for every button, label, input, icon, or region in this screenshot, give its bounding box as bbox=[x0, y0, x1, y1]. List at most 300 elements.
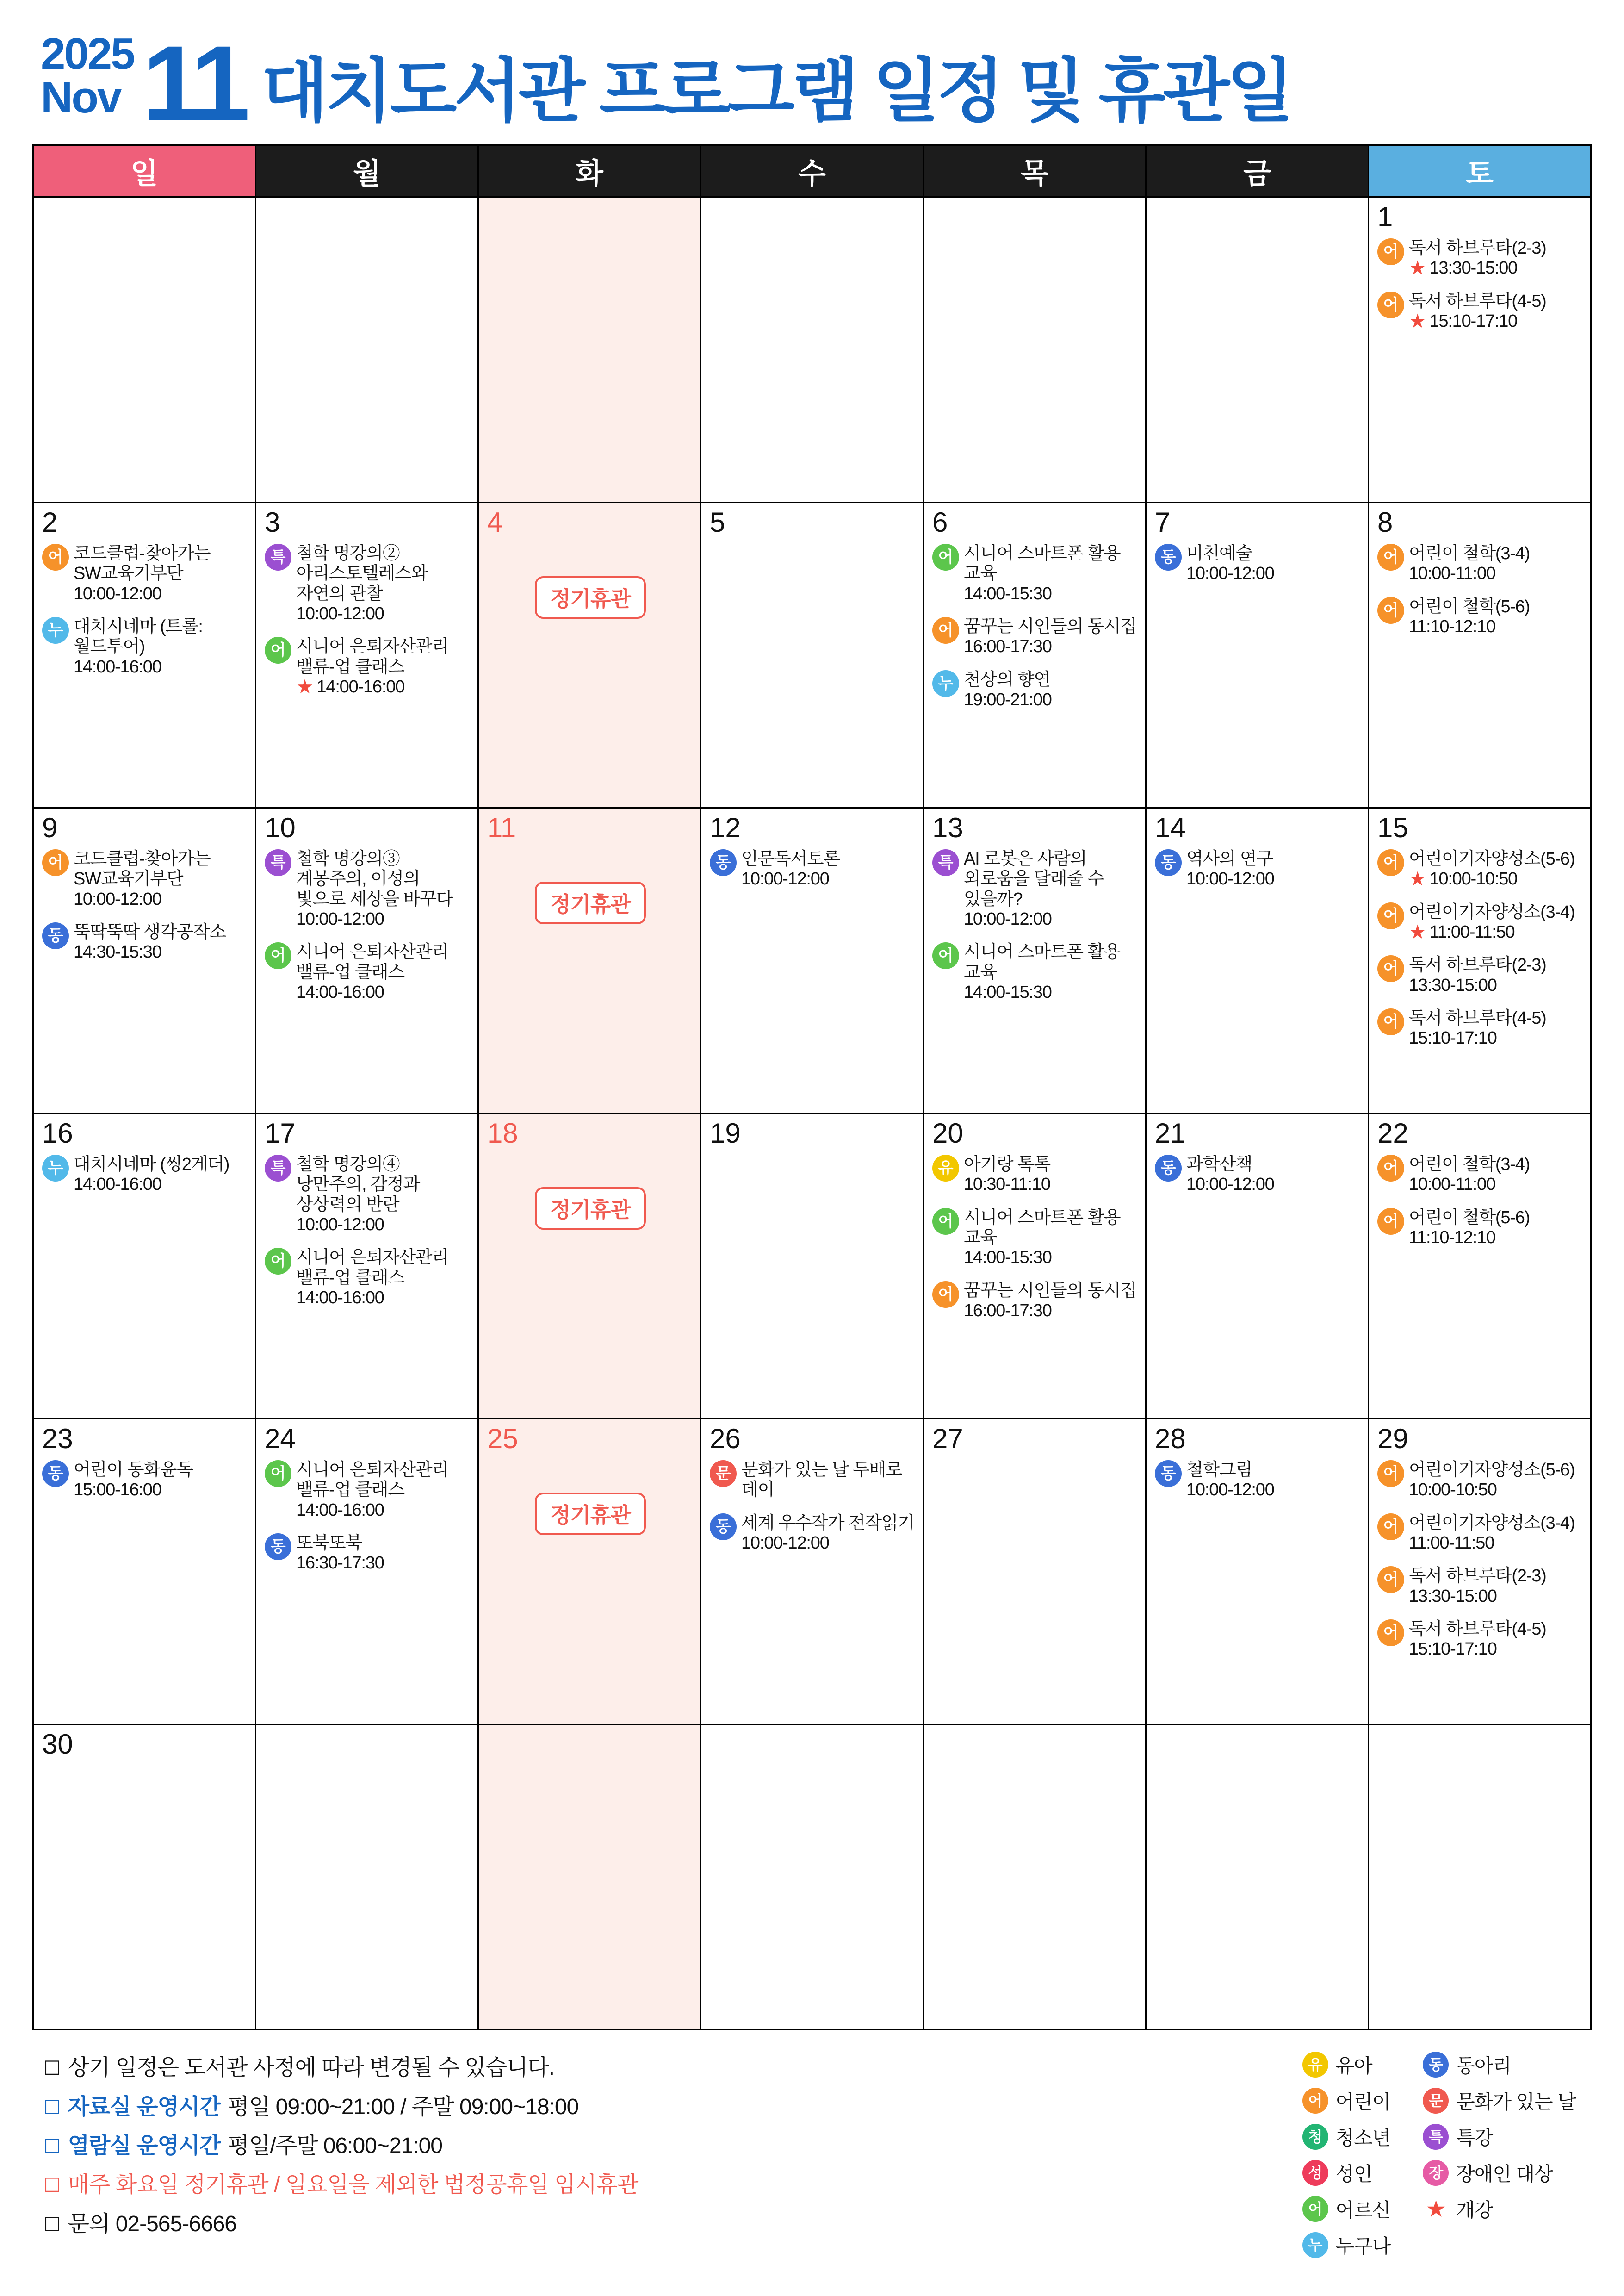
event-time: 14:00-16:00 bbox=[296, 983, 384, 1002]
event-text bbox=[74, 543, 248, 604]
event-audience-badge: 어 bbox=[1377, 1155, 1404, 1182]
day-cell-inner bbox=[1147, 198, 1368, 502]
event-title: 독서 하브루타(2-3) bbox=[1409, 955, 1546, 975]
event-text bbox=[964, 941, 1139, 1002]
day-cell-inner bbox=[1147, 1114, 1368, 1418]
event-text bbox=[741, 1459, 916, 1500]
calendar-day-cell bbox=[256, 503, 478, 808]
calendar-event bbox=[1155, 1154, 1361, 1195]
event-title: 시니어 은퇴자산관리 밸류-업 클래스 bbox=[296, 637, 448, 677]
event-time: 14:00-15:30 bbox=[964, 584, 1052, 604]
event-time: 19:00-21:00 bbox=[964, 690, 1052, 710]
legend-item bbox=[1423, 2195, 1576, 2223]
day-cell-inner bbox=[256, 1114, 477, 1418]
legend-label: 성인 bbox=[1335, 2163, 1372, 2185]
event-audience-badge: 어 bbox=[1377, 1619, 1404, 1646]
calendar-event bbox=[1377, 1459, 1584, 1500]
star-icon: ★ bbox=[296, 676, 313, 698]
calendar-event bbox=[1377, 1512, 1584, 1554]
legend-badge: 장 bbox=[1423, 2160, 1449, 2186]
day-number: 20 bbox=[932, 1118, 963, 1149]
calendar-day-cell bbox=[478, 197, 701, 503]
header-year-block bbox=[41, 29, 134, 127]
legend-badge: 청 bbox=[1302, 2124, 1328, 2150]
calendar-day-cell bbox=[478, 1114, 701, 1419]
event-audience-badge: 어 bbox=[1377, 1208, 1404, 1235]
event-text bbox=[296, 1459, 471, 1520]
event-time: 10:00-12:00 bbox=[74, 584, 161, 604]
day-cell-inner bbox=[1369, 198, 1590, 502]
day-cell-inner bbox=[479, 809, 700, 1113]
event-text bbox=[964, 669, 1052, 710]
calendar-event bbox=[1377, 1154, 1584, 1195]
calendar-day-cell bbox=[701, 1114, 924, 1419]
day-number: 27 bbox=[932, 1423, 963, 1455]
calendar-event bbox=[710, 1459, 916, 1500]
day-number: 12 bbox=[710, 812, 741, 844]
event-audience-badge: 어 bbox=[1377, 1513, 1404, 1540]
event-text bbox=[1409, 1512, 1574, 1554]
calendar-day-cell bbox=[1369, 197, 1591, 503]
calendar-event bbox=[1377, 848, 1584, 890]
event-audience-badge: 특 bbox=[265, 1155, 291, 1182]
legend-item bbox=[1423, 2051, 1576, 2078]
event-text bbox=[741, 1512, 914, 1554]
event-time: 15:10-17:10 bbox=[1409, 1639, 1497, 1659]
calendar-event bbox=[932, 1207, 1139, 1268]
event-text bbox=[964, 1280, 1137, 1321]
header-month-en: Nov bbox=[41, 73, 121, 123]
event-text bbox=[741, 848, 840, 890]
calendar-day-cell bbox=[701, 1724, 924, 2030]
calendar-day-cell bbox=[256, 1114, 478, 1419]
event-text bbox=[1409, 291, 1546, 332]
note-item bbox=[43, 2090, 1302, 2124]
event-time: 14:00-16:00 bbox=[296, 1500, 384, 1520]
event-audience-badge: 어 bbox=[932, 1281, 959, 1308]
day-cell-inner bbox=[256, 503, 477, 807]
note-label: 열람실 운영시간 bbox=[68, 2133, 221, 2158]
calendar-week-row bbox=[33, 503, 1591, 808]
calendar-body bbox=[33, 197, 1591, 2030]
event-time: 10:00-12:00 bbox=[964, 909, 1052, 929]
event-audience-badge: 어 bbox=[1377, 597, 1404, 624]
event-text bbox=[1186, 1154, 1274, 1195]
event-audience-badge: 어 bbox=[1377, 902, 1404, 929]
calendar-day-cell bbox=[1369, 808, 1591, 1114]
event-title: 인문독서토론 bbox=[741, 849, 840, 869]
day-cell-inner bbox=[479, 198, 700, 502]
event-audience-badge: 어 bbox=[932, 942, 959, 969]
event-title: 아기랑 톡톡 bbox=[964, 1155, 1050, 1175]
star-icon: ★ bbox=[1426, 2196, 1446, 2222]
calendar-event bbox=[710, 1512, 916, 1554]
calendar-event bbox=[932, 848, 1139, 929]
calendar-event bbox=[42, 1459, 248, 1500]
legend-label: 문화가 있는 날 bbox=[1456, 2091, 1576, 2113]
day-cell-inner bbox=[1147, 1725, 1368, 2029]
event-title: 어린이기자양성소(3-4) bbox=[1409, 902, 1575, 922]
calendar-event bbox=[42, 543, 248, 604]
note-text: 상기 일정은 도서관 사정에 따라 변경될 수 있습니다. bbox=[68, 2055, 555, 2080]
event-text bbox=[74, 1459, 193, 1500]
calendar-event bbox=[265, 1532, 471, 1574]
event-audience-badge: 어 bbox=[932, 544, 959, 571]
legend-item bbox=[1302, 2195, 1391, 2223]
event-time: 13:30-15:00 bbox=[1409, 1586, 1497, 1606]
event-audience-badge: 동 bbox=[1155, 849, 1182, 876]
star-icon: ★ bbox=[1409, 868, 1426, 890]
calendar-day-cell bbox=[33, 1724, 256, 2030]
event-time: ★ 13:30-15:00 bbox=[1409, 257, 1518, 279]
event-title: 꿈꾸는 시인들의 동시집 bbox=[964, 1281, 1137, 1300]
event-time: 10:30-11:10 bbox=[964, 1175, 1050, 1195]
event-title: 철학 명강의③ 계몽주의, 이성의 빛으로 세상을 바꾸다 bbox=[296, 849, 453, 909]
star-icon: ★ bbox=[1409, 257, 1426, 279]
note-value: 평일 09:00~21:00 / 주말 09:00~18:00 bbox=[228, 2094, 579, 2119]
calendar-event bbox=[1155, 543, 1361, 584]
day-number: 4 bbox=[487, 507, 503, 538]
day-number: 14 bbox=[1155, 812, 1186, 844]
header-year: 2025 bbox=[41, 29, 134, 79]
event-title: 철학 명강의② 아리스토텔레스와 자연의 관찰 bbox=[296, 544, 428, 604]
calendar-day-cell bbox=[33, 1114, 256, 1419]
event-time: 10:00-10:50 bbox=[1409, 1480, 1497, 1500]
legend-badge: 문 bbox=[1423, 2088, 1449, 2114]
event-time: 14:00-15:30 bbox=[964, 983, 1052, 1002]
calendar-week-row bbox=[33, 197, 1591, 503]
event-time: 10:00-12:00 bbox=[1186, 869, 1274, 889]
event-title: 독서 하브루타(2-3) bbox=[1409, 1566, 1546, 1586]
legend-label: 어린이 bbox=[1335, 2091, 1391, 2113]
calendar-day-cell bbox=[1369, 503, 1591, 808]
event-text bbox=[296, 941, 471, 1002]
day-cell-inner bbox=[701, 198, 923, 502]
calendar-event bbox=[1377, 291, 1584, 332]
calendar-day-cell bbox=[1146, 197, 1369, 503]
event-audience-badge: 어 bbox=[932, 617, 959, 644]
dow-monday: 월 bbox=[256, 145, 478, 197]
event-text bbox=[964, 848, 1139, 929]
event-title: 독서 하브루타(2-3) bbox=[1409, 238, 1546, 258]
event-text bbox=[74, 1154, 229, 1195]
event-audience-badge: 동 bbox=[265, 1533, 291, 1560]
calendar-week-row bbox=[33, 1724, 1591, 2030]
calendar-event bbox=[1377, 1008, 1584, 1049]
event-time: 13:30-15:00 bbox=[1409, 975, 1497, 995]
event-title: 대치시네마 (씽2게더) bbox=[74, 1155, 229, 1175]
event-title: 철학그림 bbox=[1186, 1460, 1252, 1480]
event-text bbox=[1409, 237, 1546, 279]
event-audience-badge: 어 bbox=[265, 942, 291, 969]
event-title: 어린이 철학(3-4) bbox=[1409, 1155, 1530, 1175]
event-time: 15:00-16:00 bbox=[74, 1480, 161, 1500]
calendar-day-cell bbox=[924, 1724, 1146, 2030]
event-text bbox=[1409, 1154, 1530, 1195]
note-value: 평일/주말 06:00~21:00 bbox=[228, 2133, 442, 2158]
event-audience-badge: 동 bbox=[1155, 544, 1182, 571]
day-cell-inner bbox=[924, 1114, 1145, 1418]
legend bbox=[1302, 2051, 1587, 2259]
event-time: ★ 11:00-11:50 bbox=[1409, 921, 1515, 943]
event-text bbox=[296, 1247, 471, 1308]
event-audience-badge: 누 bbox=[932, 670, 959, 697]
event-time: 14:30-15:30 bbox=[74, 942, 161, 962]
calendar-event bbox=[1155, 848, 1361, 890]
event-time: 14:00-16:00 bbox=[74, 657, 161, 677]
calendar-day-cell bbox=[1369, 1419, 1591, 1724]
day-cell-inner bbox=[34, 1725, 255, 2029]
event-audience-badge: 특 bbox=[265, 544, 291, 571]
checkbox-icon: ☐ bbox=[43, 2213, 61, 2235]
event-title: 세계 우수작가 전작읽기 bbox=[741, 1513, 914, 1533]
calendar-day-cell bbox=[701, 1419, 924, 1724]
calendar-event bbox=[932, 543, 1139, 604]
calendar-event bbox=[42, 1154, 248, 1195]
calendar-event bbox=[1377, 1618, 1584, 1660]
calendar-event bbox=[42, 616, 248, 677]
event-title: 꿈꾸는 시인들의 동시집 bbox=[964, 617, 1137, 637]
event-time: ★ 15:10-17:10 bbox=[1409, 310, 1518, 332]
legend-item bbox=[1302, 2087, 1391, 2115]
legend-item bbox=[1423, 2123, 1576, 2151]
event-title: 과학산책 bbox=[1186, 1155, 1252, 1175]
day-number: 29 bbox=[1377, 1423, 1408, 1455]
event-audience-badge: 동 bbox=[1155, 1155, 1182, 1182]
dow-saturday: 토 bbox=[1369, 145, 1591, 197]
event-text bbox=[296, 543, 471, 624]
day-number: 15 bbox=[1377, 812, 1408, 844]
event-text bbox=[964, 543, 1139, 604]
event-audience-badge: 누 bbox=[42, 1155, 69, 1182]
calendar-day-cell bbox=[924, 197, 1146, 503]
calendar-day-cell bbox=[1146, 808, 1369, 1114]
event-title: 대치시네마 (트롤:월드투어) bbox=[74, 617, 203, 657]
event-text bbox=[1409, 1207, 1530, 1248]
day-cell-inner bbox=[34, 503, 255, 807]
event-title: 시니어 스마트폰 활용 교육 bbox=[964, 1207, 1121, 1248]
event-time: 11:10-12:10 bbox=[1409, 1228, 1495, 1248]
closed-badge: 정기휴관 bbox=[535, 1493, 646, 1535]
legend-item bbox=[1423, 2159, 1576, 2187]
event-audience-badge: 어 bbox=[932, 1208, 959, 1235]
event-title: 시니어 은퇴자산관리 밸류-업 클래스 bbox=[296, 942, 448, 982]
day-cell-inner bbox=[34, 809, 255, 1113]
event-time: ★ 10:00-10:50 bbox=[1409, 868, 1518, 890]
day-cell-inner bbox=[1369, 809, 1590, 1113]
day-number: 26 bbox=[710, 1423, 741, 1455]
event-title: 어린이기자양성소(5-6) bbox=[1409, 849, 1575, 869]
calendar-day-cell bbox=[1369, 1114, 1591, 1419]
calendar-day-cell bbox=[478, 808, 701, 1114]
event-text bbox=[74, 616, 248, 677]
event-time: 10:00-11:00 bbox=[1409, 1175, 1495, 1195]
event-text bbox=[296, 1154, 471, 1235]
event-text bbox=[964, 1207, 1139, 1268]
calendar-day-cell bbox=[701, 197, 924, 503]
calendar-day-cell bbox=[256, 197, 478, 503]
event-text bbox=[1186, 543, 1274, 584]
dow-wednesday: 수 bbox=[701, 145, 924, 197]
event-time: 10:00-12:00 bbox=[1186, 1175, 1274, 1195]
calendar-day-cell bbox=[478, 1724, 701, 2030]
legend-label: 개강 bbox=[1456, 2199, 1493, 2221]
event-time: 14:00-16:00 bbox=[296, 1288, 384, 1308]
event-title: 시니어 스마트폰 활용 교육 bbox=[964, 942, 1121, 982]
event-time: 10:00-11:00 bbox=[1409, 564, 1495, 584]
event-title: 코드클럽-찾아가는 SW교육기부단 bbox=[74, 544, 211, 584]
calendar-event bbox=[265, 848, 471, 929]
legend-label: 청소년 bbox=[1335, 2127, 1391, 2149]
event-text bbox=[296, 848, 471, 929]
event-title: 독서 하브루타(4-5) bbox=[1409, 1619, 1546, 1639]
event-text bbox=[1409, 1008, 1546, 1049]
event-time: 10:00-12:00 bbox=[296, 604, 384, 624]
day-cell-inner bbox=[1147, 503, 1368, 807]
day-number: 13 bbox=[932, 812, 963, 844]
event-text bbox=[1409, 596, 1530, 637]
event-time: 10:00-12:00 bbox=[741, 869, 829, 889]
event-text bbox=[1409, 954, 1546, 996]
legend-label: 특강 bbox=[1456, 2127, 1493, 2149]
legend-column-audience bbox=[1302, 2051, 1391, 2259]
legend-badge: 어 bbox=[1302, 2088, 1328, 2114]
day-number: 28 bbox=[1155, 1423, 1186, 1455]
calendar-week-row bbox=[33, 808, 1591, 1114]
calendar-day-cell bbox=[1146, 1419, 1369, 1724]
event-text bbox=[1186, 1459, 1274, 1500]
calendar-day-cell bbox=[256, 1419, 478, 1724]
calendar-event bbox=[932, 941, 1139, 1002]
legend-label: 어르신 bbox=[1335, 2199, 1391, 2221]
day-number: 10 bbox=[265, 812, 296, 844]
calendar-event bbox=[1377, 902, 1584, 943]
legend-item bbox=[1423, 2087, 1576, 2115]
event-time: 11:10-12:10 bbox=[1409, 617, 1495, 637]
checkbox-icon: ☐ bbox=[43, 2057, 61, 2079]
event-text bbox=[1409, 543, 1530, 584]
calendar-day-cell bbox=[924, 503, 1146, 808]
event-time: 16:00-17:30 bbox=[964, 1301, 1052, 1321]
calendar-day-cell bbox=[701, 808, 924, 1114]
note-item bbox=[43, 2168, 1302, 2202]
page-title: 대치도서관 프로그램 일정 및 휴관일 bbox=[261, 52, 1291, 130]
calendar-day-cell bbox=[1369, 1724, 1591, 2030]
event-title: 어린이 동화윤독 bbox=[74, 1460, 193, 1480]
calendar-day-cell bbox=[1146, 1724, 1369, 2030]
event-title: 또북또북 bbox=[296, 1533, 362, 1553]
calendar-day-cell bbox=[924, 1114, 1146, 1419]
event-audience-badge: 동 bbox=[42, 922, 69, 949]
day-cell-inner bbox=[1147, 1419, 1368, 1724]
day-number: 5 bbox=[710, 507, 725, 538]
calendar-day-cell bbox=[924, 1419, 1146, 1724]
day-number: 3 bbox=[265, 507, 280, 538]
day-number: 1 bbox=[1377, 201, 1393, 233]
event-title: 시니어 은퇴자산관리 밸류-업 클래스 bbox=[296, 1460, 448, 1500]
event-text bbox=[1409, 1618, 1546, 1660]
legend-item bbox=[1302, 2051, 1391, 2078]
event-title: 시니어 스마트폰 활용 교육 bbox=[964, 544, 1121, 584]
day-cell-inner bbox=[256, 809, 477, 1113]
calendar-day-cell bbox=[33, 503, 256, 808]
event-title: 시니어 은퇴자산관리 밸류-업 클래스 bbox=[296, 1248, 448, 1288]
day-cell-inner bbox=[256, 1725, 477, 2029]
event-title: 어린이기자양성소(5-6) bbox=[1409, 1460, 1575, 1480]
event-audience-badge: 어 bbox=[1377, 1008, 1404, 1035]
event-text bbox=[1409, 848, 1574, 890]
event-time: 10:00-12:00 bbox=[741, 1533, 829, 1553]
note-label: 자료실 운영시간 bbox=[68, 2094, 221, 2119]
event-audience-badge: 특 bbox=[932, 849, 959, 876]
event-time: 16:30-17:30 bbox=[296, 1553, 384, 1573]
event-audience-badge: 어 bbox=[1377, 849, 1404, 876]
closed-badge: 정기휴관 bbox=[535, 882, 646, 924]
calendar-event bbox=[932, 616, 1139, 657]
calendar-event bbox=[1377, 543, 1584, 584]
calendar-event bbox=[265, 636, 471, 697]
calendar-event bbox=[1377, 1207, 1584, 1248]
note-item bbox=[43, 2129, 1302, 2163]
day-cell-inner bbox=[924, 1419, 1145, 1724]
day-cell-inner bbox=[701, 503, 923, 807]
event-text bbox=[296, 636, 471, 697]
star-icon: ★ bbox=[1409, 921, 1426, 943]
day-number: 30 bbox=[42, 1729, 73, 1760]
legend-badge: 성 bbox=[1302, 2160, 1328, 2186]
note-text: 매주 화요일 정기휴관 / 일요일을 제외한 법정공휴일 임시휴관 bbox=[68, 2172, 638, 2197]
event-title: 문화가 있는 날 두배로 데이 bbox=[741, 1460, 902, 1500]
page-footer bbox=[32, 2030, 1592, 2259]
event-text bbox=[1409, 902, 1574, 943]
calendar-day-cell bbox=[33, 1419, 256, 1724]
event-time: 10:00-12:00 bbox=[296, 909, 384, 929]
event-time: ★ 14:00-16:00 bbox=[296, 676, 405, 698]
calendar-event bbox=[265, 941, 471, 1002]
event-audience-badge: 누 bbox=[42, 617, 69, 644]
event-text bbox=[296, 1532, 384, 1574]
note-text: 문의 02-565-6666 bbox=[68, 2211, 236, 2236]
calendar-event bbox=[1377, 1565, 1584, 1606]
calendar-table bbox=[32, 144, 1592, 2030]
day-cell-inner bbox=[34, 1114, 255, 1418]
event-title: AI 로봇은 사람의 외로움을 달래줄 수 있을까? bbox=[964, 849, 1104, 909]
day-number: 21 bbox=[1155, 1118, 1186, 1149]
calendar-event bbox=[932, 669, 1139, 710]
event-text bbox=[1186, 848, 1274, 890]
event-text bbox=[964, 1154, 1050, 1195]
calendar-day-cell bbox=[33, 808, 256, 1114]
event-audience-badge: 동 bbox=[1155, 1460, 1182, 1487]
event-text bbox=[1409, 1459, 1574, 1500]
day-number: 8 bbox=[1377, 507, 1393, 538]
calendar-event bbox=[265, 1154, 471, 1235]
legend-item bbox=[1302, 2159, 1391, 2187]
notes-list bbox=[43, 2051, 1302, 2259]
event-title: 역사의 연구 bbox=[1186, 849, 1273, 869]
event-title: 미친예술 bbox=[1186, 544, 1252, 564]
day-cell-inner bbox=[701, 1419, 923, 1724]
event-title: 독서 하브루타(4-5) bbox=[1409, 1008, 1546, 1028]
day-number: 25 bbox=[487, 1423, 518, 1455]
day-number: 22 bbox=[1377, 1118, 1408, 1149]
day-cell-inner bbox=[924, 1725, 1145, 2029]
day-cell-inner bbox=[479, 1114, 700, 1418]
event-audience-badge: 특 bbox=[265, 849, 291, 876]
event-audience-badge: 어 bbox=[265, 1248, 291, 1275]
event-title: 코드클럽-찾아가는 SW교육기부단 bbox=[74, 849, 211, 889]
calendar-event bbox=[932, 1280, 1139, 1321]
